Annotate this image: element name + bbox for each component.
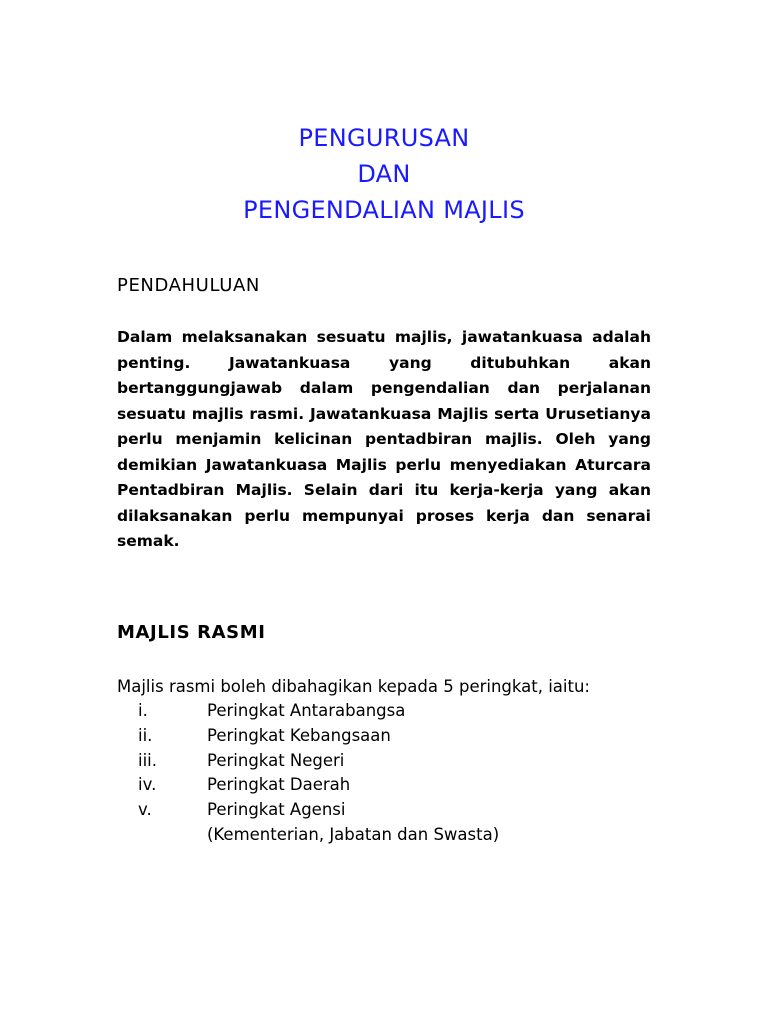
level-label: Peringkat Negeri: [207, 750, 345, 770]
list-item-level-5: [117, 798, 499, 848]
intro-paragraph: Dalam melaksanakan sesuatu majlis, jawatankuasa adalah penting. Jawatankuasa yang ditubuhkan akan bertanggungjawab dalam pengendalian dan perjalanan sesuatu majlis rasmi. Jawatankuasa Majlis serta Urusetianya perlu menjamin kelicinan pentadbiran majlis. Oleh yang demikian Jawatankuasa Majlis perlu menyediakan Aturcara Pentadbiran Majlis. Selain dari itu kerja-kerja yang akan dilaksanakan perlu mempunyai proses kerja dan senarai semak.: [117, 328, 651, 550]
level-label: Peringkat Daerah: [207, 775, 351, 795]
intro-heading: PENDAHULUAN: [117, 275, 260, 296]
list-item-level-2: [117, 724, 499, 749]
list-item-level-1: [117, 699, 499, 724]
level-label: Peringkat Antarabangsa: [207, 701, 406, 720]
title-line-1: PENGURUSAN: [298, 124, 470, 152]
levels-list: [117, 699, 499, 848]
level-number: iv.: [138, 775, 157, 795]
title-line-2: DAN: [357, 160, 411, 188]
title-line-3: PENGENDALIAN MAJLIS: [243, 196, 525, 224]
level-number: v.: [138, 800, 152, 820]
document-title: [0, 120, 768, 228]
agency-note: (Kementerian, Jabatan dan Swasta): [207, 824, 500, 844]
list-item-level-3: [117, 749, 499, 774]
level-number: iii.: [138, 750, 157, 770]
level-number: i.: [138, 701, 148, 720]
list-item-level-4: [117, 773, 499, 798]
levels-intro-text: Majlis rasmi boleh dibahagikan kepada 5 peringkat, iaitu:: [117, 677, 590, 696]
level-label: Peringkat Agensi: [207, 800, 346, 820]
majlis-rasmi-heading: MAJLIS RASMI: [117, 622, 266, 643]
level-label: Peringkat Kebangsaan: [207, 725, 391, 745]
level-number: ii.: [138, 725, 153, 745]
